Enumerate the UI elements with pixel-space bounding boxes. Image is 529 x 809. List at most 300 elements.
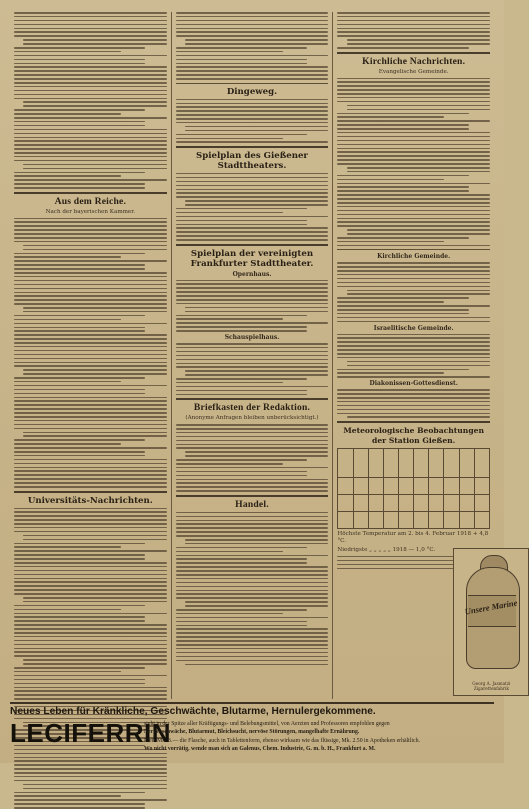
text-line bbox=[14, 589, 167, 591]
text-line bbox=[176, 632, 329, 634]
text-line bbox=[337, 286, 490, 288]
text-line bbox=[14, 443, 121, 445]
text-line bbox=[337, 313, 468, 315]
text-line bbox=[23, 105, 167, 107]
divider bbox=[14, 491, 167, 493]
text-line bbox=[176, 295, 329, 297]
text-line bbox=[337, 198, 490, 200]
text-line bbox=[185, 311, 329, 313]
text-line bbox=[337, 20, 490, 22]
text-line bbox=[337, 334, 490, 336]
text-line bbox=[14, 295, 167, 297]
text-line bbox=[337, 148, 490, 150]
text-line bbox=[337, 214, 490, 216]
text-line bbox=[176, 479, 329, 481]
table-row bbox=[338, 477, 490, 494]
text-line bbox=[14, 330, 145, 332]
text-line bbox=[14, 768, 167, 770]
divider bbox=[176, 398, 329, 400]
text-line bbox=[14, 803, 145, 805]
text-line bbox=[14, 229, 167, 231]
text-line bbox=[14, 86, 167, 88]
table-cell bbox=[444, 448, 459, 477]
text-line bbox=[14, 554, 145, 556]
table-cell bbox=[429, 477, 444, 494]
text-line bbox=[14, 140, 167, 142]
table-cell bbox=[414, 477, 429, 494]
table-row bbox=[338, 448, 490, 477]
text-line bbox=[14, 233, 167, 235]
text-line bbox=[14, 679, 145, 681]
table-cell bbox=[459, 511, 474, 528]
text-line bbox=[176, 177, 329, 179]
text-line bbox=[14, 655, 167, 657]
table-cell bbox=[338, 494, 353, 511]
divider bbox=[176, 146, 329, 148]
text-line bbox=[337, 241, 444, 243]
text-line bbox=[176, 326, 307, 328]
text-line bbox=[176, 527, 329, 529]
text-line bbox=[176, 471, 307, 473]
text-line bbox=[176, 303, 329, 305]
text-line bbox=[14, 365, 167, 367]
text-line bbox=[176, 463, 283, 465]
text-line bbox=[176, 562, 307, 564]
text-line bbox=[14, 385, 167, 387]
text-line bbox=[176, 547, 307, 549]
text-line bbox=[337, 85, 490, 87]
text-line bbox=[176, 235, 329, 237]
text-line bbox=[185, 307, 329, 309]
illustration-credit: Georg A. Jasmatzi Zigarettenfabrik bbox=[472, 681, 511, 691]
text-line bbox=[14, 412, 167, 414]
text-line bbox=[176, 299, 329, 301]
text-line bbox=[14, 59, 145, 61]
text-line bbox=[23, 663, 167, 665]
text-line bbox=[337, 225, 490, 227]
text-line bbox=[14, 807, 145, 809]
text-block bbox=[176, 343, 329, 395]
text-line bbox=[176, 617, 329, 619]
text-line bbox=[176, 574, 329, 576]
text-line bbox=[14, 187, 145, 189]
heading-spielplan-giessen: Spielplan des Gießener Stadttheaters. bbox=[196, 150, 308, 171]
text-line bbox=[14, 225, 167, 227]
subheading-schauspielhaus: Schauspielhaus. bbox=[224, 334, 280, 342]
text-line bbox=[176, 486, 329, 488]
text-line bbox=[337, 245, 490, 247]
text-block bbox=[337, 262, 490, 322]
heading-handel: Handel. bbox=[235, 498, 269, 510]
text-line bbox=[23, 601, 167, 603]
text-line bbox=[176, 512, 329, 514]
text-line bbox=[14, 125, 145, 127]
text-line bbox=[337, 376, 490, 378]
text-line bbox=[176, 59, 307, 61]
table-cell bbox=[459, 494, 474, 511]
text-line bbox=[14, 20, 167, 22]
text-line bbox=[14, 795, 121, 797]
text-line bbox=[23, 164, 167, 166]
text-line bbox=[176, 625, 307, 627]
text-block bbox=[176, 424, 329, 492]
text-line bbox=[14, 636, 167, 638]
text-line bbox=[176, 570, 329, 572]
text-line bbox=[337, 132, 490, 134]
text-line bbox=[14, 478, 167, 480]
text-line bbox=[14, 578, 167, 580]
text-line bbox=[14, 515, 167, 517]
text-line bbox=[347, 233, 491, 235]
text-line bbox=[14, 109, 145, 111]
divider bbox=[14, 192, 167, 194]
subheading-aus-dem-reiche: Nach der bayerischen Kammer. bbox=[45, 208, 136, 215]
text-line bbox=[176, 51, 283, 53]
divider bbox=[337, 52, 490, 54]
text-line bbox=[185, 39, 329, 41]
text-line bbox=[337, 309, 468, 311]
text-line bbox=[14, 334, 167, 336]
text-line bbox=[23, 432, 167, 434]
text-line bbox=[14, 474, 167, 476]
text-line bbox=[176, 181, 329, 183]
heading-kirchliche-gemeinde: Kirchliche Gemeinde. bbox=[377, 253, 451, 261]
text-line bbox=[176, 231, 329, 233]
text-line bbox=[14, 531, 167, 533]
text-line bbox=[337, 337, 490, 339]
text-line bbox=[23, 784, 167, 786]
text-line bbox=[176, 366, 329, 368]
text-line bbox=[14, 511, 167, 513]
heading-aus-dem-reiche: Aus dem Reiche. bbox=[54, 195, 127, 207]
text-line bbox=[337, 321, 490, 323]
text-line bbox=[337, 151, 490, 153]
text-line bbox=[185, 451, 329, 453]
text-line bbox=[14, 447, 167, 449]
text-line bbox=[23, 43, 167, 45]
text-line bbox=[176, 122, 329, 124]
text-line bbox=[176, 141, 329, 143]
text-line bbox=[337, 270, 490, 272]
text-line bbox=[14, 451, 145, 453]
table-cell bbox=[368, 448, 383, 477]
text-line bbox=[185, 200, 329, 202]
text-line bbox=[14, 90, 167, 92]
text-line bbox=[14, 570, 167, 572]
text-line bbox=[176, 459, 307, 461]
text-block bbox=[176, 173, 329, 241]
text-line bbox=[14, 338, 167, 340]
table-cell bbox=[474, 494, 489, 511]
text-line bbox=[14, 424, 167, 426]
table-cell bbox=[414, 448, 429, 477]
text-line bbox=[23, 788, 167, 790]
text-line bbox=[14, 690, 167, 692]
text-line bbox=[14, 439, 145, 441]
text-line bbox=[14, 362, 167, 364]
text-line bbox=[14, 780, 167, 782]
text-line bbox=[337, 144, 490, 146]
text-block bbox=[337, 334, 490, 378]
text-line bbox=[337, 159, 490, 161]
text-line bbox=[14, 327, 145, 329]
advert-line-4: Wo nicht vorrätig, wende man sich an Galenus, Chem. Industrie, G. m. b. H., Frankfurt a. M. bbox=[144, 746, 376, 753]
text-line bbox=[14, 683, 145, 685]
text-line bbox=[347, 365, 491, 367]
text-line bbox=[14, 350, 167, 352]
text-line bbox=[14, 624, 167, 626]
text-line bbox=[337, 397, 490, 399]
text-line bbox=[14, 519, 167, 521]
text-line bbox=[176, 644, 329, 646]
text-line bbox=[176, 35, 329, 37]
text-line bbox=[14, 358, 167, 360]
text-line bbox=[337, 210, 490, 212]
text-line bbox=[337, 175, 468, 177]
text-line bbox=[176, 106, 329, 108]
text-line bbox=[14, 428, 167, 430]
heading-universitaet: Universitäts-Nachrichten. bbox=[27, 495, 153, 506]
text-line bbox=[14, 237, 167, 239]
text-line bbox=[337, 372, 444, 374]
text-line bbox=[337, 24, 490, 26]
text-line bbox=[176, 531, 329, 533]
table-cell bbox=[383, 477, 398, 494]
text-line bbox=[14, 404, 167, 406]
column-middle bbox=[171, 12, 333, 699]
text-line bbox=[176, 110, 329, 112]
cigarette-advert-illustration bbox=[453, 548, 529, 696]
text-line bbox=[337, 89, 490, 91]
text-line bbox=[337, 120, 490, 122]
table-cell bbox=[429, 448, 444, 477]
text-line bbox=[185, 43, 329, 45]
subheading-briefkasten: (Anonyme Anfragen bleiben unberücksichtigt.) bbox=[185, 415, 319, 422]
text-line bbox=[14, 799, 167, 801]
text-line bbox=[14, 288, 167, 290]
text-line bbox=[14, 12, 167, 14]
text-line bbox=[337, 345, 490, 347]
text-block bbox=[176, 12, 329, 80]
text-line bbox=[176, 386, 329, 388]
text-line bbox=[176, 78, 329, 80]
table-cell bbox=[338, 448, 353, 477]
text-line bbox=[337, 31, 490, 33]
text-line bbox=[176, 436, 329, 438]
text-line bbox=[347, 293, 491, 295]
text-line bbox=[176, 621, 307, 623]
text-line bbox=[14, 523, 167, 525]
text-line bbox=[23, 659, 167, 661]
text-line bbox=[176, 138, 283, 140]
text-line bbox=[337, 81, 490, 83]
text-line bbox=[347, 109, 491, 111]
text-line bbox=[337, 163, 490, 165]
table-cell bbox=[383, 511, 398, 528]
table-cell bbox=[414, 494, 429, 511]
text-line bbox=[337, 413, 490, 415]
text-line bbox=[14, 632, 167, 634]
heading-kirchliche-nachrichten: Kirchliche Nachrichten. bbox=[362, 55, 466, 67]
text-line bbox=[176, 363, 329, 365]
text-line bbox=[14, 156, 167, 158]
text-line bbox=[176, 428, 329, 430]
weather-table bbox=[337, 448, 490, 529]
text-line bbox=[176, 593, 329, 595]
text-line bbox=[14, 175, 121, 177]
text-line bbox=[176, 590, 329, 592]
text-line bbox=[14, 16, 167, 18]
text-line bbox=[14, 31, 167, 33]
heading-dingeweg: Dingeweg. bbox=[226, 86, 278, 97]
text-line bbox=[176, 652, 329, 654]
text-line bbox=[23, 539, 167, 541]
text-line bbox=[23, 373, 167, 375]
text-line bbox=[185, 601, 329, 603]
column-left bbox=[10, 12, 171, 699]
text-line bbox=[176, 578, 329, 580]
text-line bbox=[176, 189, 329, 191]
text-line bbox=[176, 444, 329, 446]
text-line bbox=[14, 113, 121, 115]
text-line bbox=[14, 74, 167, 76]
text-line bbox=[14, 354, 167, 356]
text-line bbox=[176, 134, 307, 136]
text-line bbox=[176, 103, 329, 105]
text-line bbox=[14, 24, 167, 26]
text-line bbox=[14, 694, 167, 696]
table-cell bbox=[353, 477, 368, 494]
text-line bbox=[14, 486, 167, 488]
text-line bbox=[176, 287, 329, 289]
text-line bbox=[337, 389, 490, 391]
text-line bbox=[337, 113, 468, 115]
advert-line-3: Preis Mk. 3.— die Flasche, auch in Tablettenform, ebenso wirksam wie das flüssige, Mk. 2.50 in Apotheken erhältlich. bbox=[144, 737, 420, 744]
weather-footer-max: Höchste Temperatur am 2. bis 4. Februar 1918 + 4,8 °C. bbox=[337, 530, 489, 544]
text-block bbox=[176, 280, 329, 332]
text-line bbox=[23, 245, 167, 247]
text-line bbox=[176, 318, 283, 320]
text-line bbox=[14, 772, 167, 774]
text-line bbox=[14, 566, 167, 568]
text-line bbox=[14, 137, 167, 139]
text-line bbox=[176, 70, 329, 72]
text-line bbox=[176, 347, 329, 349]
text-line bbox=[176, 390, 307, 392]
leciferrin-advert bbox=[10, 702, 494, 756]
divider bbox=[337, 249, 490, 250]
text-line bbox=[176, 220, 307, 222]
text-line bbox=[14, 47, 145, 49]
text-line bbox=[23, 168, 167, 170]
text-line bbox=[185, 455, 329, 457]
table-cell bbox=[398, 511, 413, 528]
text-line bbox=[176, 173, 329, 175]
text-line bbox=[337, 140, 490, 142]
text-line bbox=[176, 482, 329, 484]
text-line bbox=[337, 183, 490, 185]
text-line bbox=[14, 342, 167, 344]
text-line bbox=[176, 330, 307, 332]
text-line bbox=[14, 671, 121, 673]
text-line bbox=[337, 401, 490, 403]
text-line bbox=[14, 260, 167, 262]
table-cell bbox=[444, 477, 459, 494]
table-cell bbox=[398, 494, 413, 511]
text-line bbox=[176, 114, 329, 116]
advert-headline: Neues Leben für Kränkliche, Geschwächte, Blutarme, Hernulergekommene. bbox=[10, 706, 376, 717]
text-line bbox=[14, 78, 167, 80]
subheading-opernhaus: Opernhaus. bbox=[232, 270, 272, 278]
text-line bbox=[14, 218, 167, 220]
text-line bbox=[337, 341, 490, 343]
table-cell bbox=[474, 448, 489, 477]
text-line bbox=[14, 276, 167, 278]
text-line bbox=[14, 221, 167, 223]
text-line bbox=[14, 581, 167, 583]
text-line bbox=[23, 311, 167, 313]
text-line bbox=[337, 35, 490, 37]
text-line bbox=[176, 359, 329, 361]
text-line bbox=[14, 393, 145, 395]
table-row bbox=[338, 511, 490, 528]
table-cell bbox=[338, 511, 353, 528]
text-line bbox=[14, 792, 145, 794]
text-line bbox=[337, 357, 490, 359]
text-line bbox=[337, 116, 444, 118]
text-line bbox=[23, 39, 167, 41]
text-line bbox=[176, 597, 329, 599]
text-line bbox=[337, 93, 490, 95]
text-line bbox=[337, 28, 490, 30]
text-line bbox=[185, 130, 329, 132]
text-line bbox=[14, 760, 167, 762]
text-line bbox=[14, 651, 167, 653]
text-line bbox=[14, 292, 167, 294]
text-line bbox=[176, 16, 329, 18]
text-line bbox=[14, 616, 145, 618]
text-line bbox=[176, 74, 329, 76]
text-line bbox=[185, 543, 329, 545]
text-line bbox=[176, 315, 307, 317]
text-line bbox=[14, 543, 145, 545]
text-line bbox=[176, 28, 329, 30]
text-line bbox=[14, 550, 167, 552]
text-line bbox=[176, 520, 329, 522]
divider bbox=[176, 244, 329, 246]
text-line bbox=[347, 43, 491, 45]
text-line bbox=[23, 101, 167, 103]
table-cell bbox=[459, 477, 474, 494]
divider bbox=[176, 83, 329, 84]
text-line bbox=[185, 374, 329, 376]
text-line bbox=[176, 378, 307, 380]
text-line bbox=[337, 124, 468, 126]
text-line bbox=[14, 420, 167, 422]
table-cell bbox=[474, 511, 489, 528]
text-line bbox=[347, 105, 491, 107]
text-line bbox=[176, 609, 307, 611]
table-cell bbox=[444, 511, 459, 528]
text-line bbox=[176, 424, 329, 426]
text-line bbox=[176, 212, 283, 214]
text-line bbox=[14, 160, 167, 162]
text-line bbox=[14, 179, 167, 181]
text-line bbox=[14, 593, 167, 595]
heading-israelitische-gemeinde: Israelitische Gemeinde. bbox=[373, 324, 454, 332]
text-line bbox=[185, 126, 329, 128]
text-line bbox=[14, 268, 145, 270]
